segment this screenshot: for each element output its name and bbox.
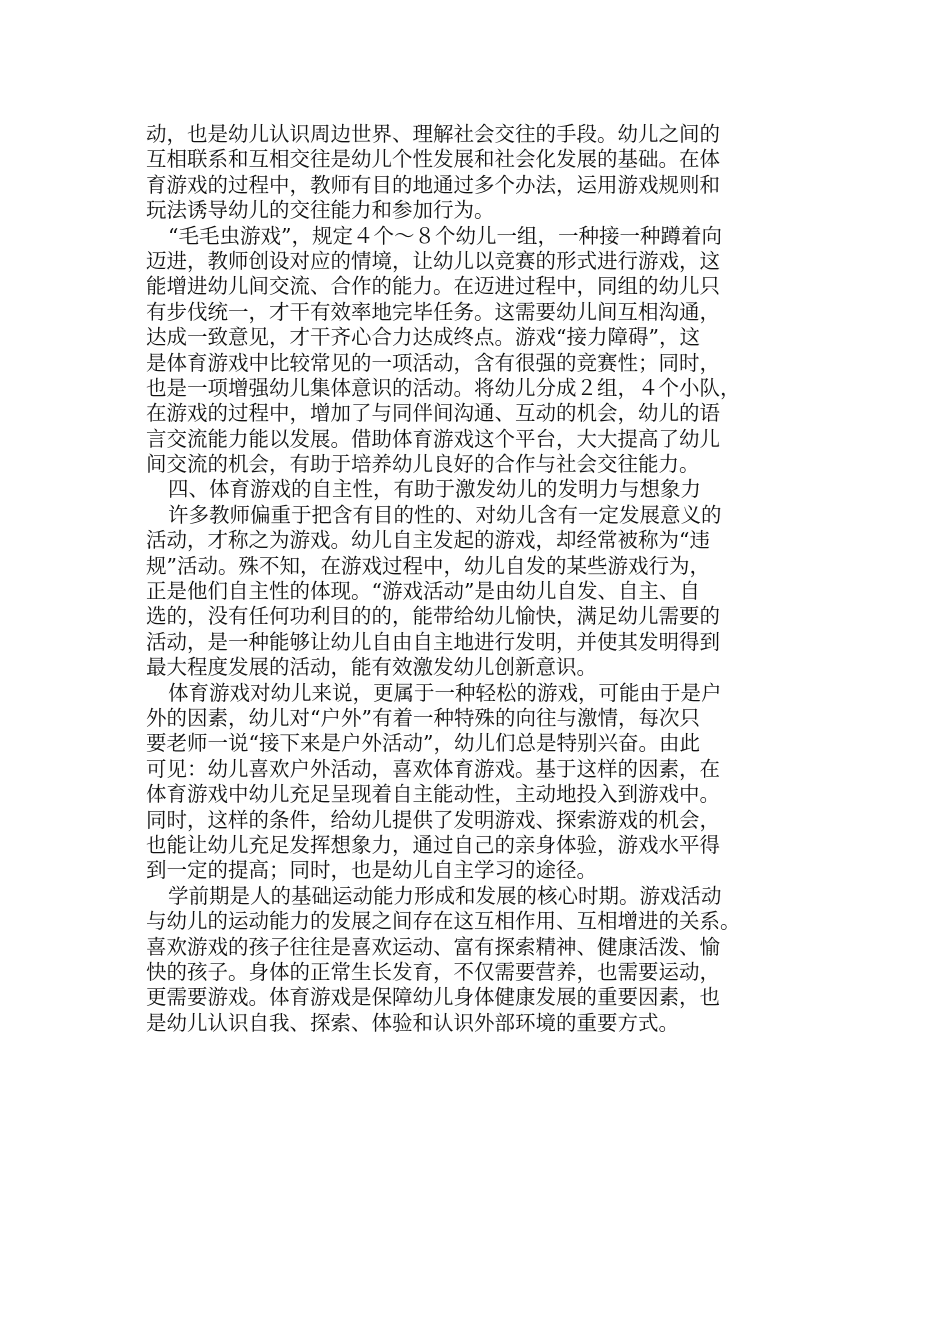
- text-line: 要老师一说“接下来是户外活动”，幼儿们总是特别兴奋。由此: [146, 731, 700, 756]
- text-line: 选的，没有任何功利目的的，能带给幼儿愉快，满足幼儿需要的: [146, 604, 720, 629]
- text-line: 言交流能力能以发展。借助体育游戏这个平台，大大提高了幼儿: [146, 426, 720, 451]
- document-body: [146, 122, 796, 1036]
- text-line: 互相联系和互相交往是幼儿个性发展和社会化发展的基础。在体: [146, 147, 720, 172]
- text-line: 也是一项增强幼儿集体意识的活动。将幼儿分成２组，４个小队，: [146, 375, 741, 400]
- text-line: 规”活动。殊不知，在游戏过程中，幼儿自发的某些游戏行为，: [146, 553, 710, 578]
- text-line: 育游戏的过程中，教师有目的地通过多个办法，运用游戏规则和: [146, 172, 720, 197]
- text-line: 间交流的机会，有助于培养幼儿良好的合作与社会交往能力。: [146, 452, 700, 477]
- text-line: 是幼儿认识自我、探索、体验和认识外部环境的重要方式。: [146, 1010, 679, 1035]
- text-line: 同时，这样的条件，给幼儿提供了发明游戏、探索游戏的机会，: [146, 807, 720, 832]
- text-line: 体育游戏中幼儿充足呈现着自主能动性，主动地投入到游戏中。: [146, 782, 720, 807]
- text-line: 快的孩子。身体的正常生长发育，不仅需要营养，也需要运动，: [146, 959, 720, 984]
- text-line: 外的因素，幼儿对“户外”有着一种特殊的向往与激情，每次只: [146, 705, 700, 730]
- text-line: 与幼儿的运动能力的发展之间存在这互相作用、互相增进的关系。: [146, 909, 741, 934]
- text-line: 四、体育游戏的自主性，有助于激发幼儿的发明力与想象力: [168, 477, 701, 502]
- text-line: 达成一致意见，才干齐心合力达成终点。游戏“接力障碍”，这: [146, 325, 700, 350]
- text-line: 是体育游戏中比较常见的一项活动，含有很强的竞赛性；同时，: [146, 350, 720, 375]
- text-line: “毛毛虫游戏”，规定４个～８个幼儿一组，一种接一种蹲着向: [168, 223, 722, 248]
- text-line: 活动，是一种能够让幼儿自由自主地进行发明，并使其发明得到: [146, 629, 720, 654]
- text-line: 有步伐统一，才干有效率地完毕任务。这需要幼儿间互相沟通，: [146, 299, 720, 324]
- text-line: 也能让幼儿充足发挥想象力，通过自己的亲身体验，游戏水平得: [146, 832, 720, 857]
- text-line: 可见：幼儿喜欢户外活动，喜欢体育游戏。基于这样的因素，在: [146, 756, 720, 781]
- text-line: 到一定的提高；同时，也是幼儿自主学习的途径。: [146, 858, 597, 883]
- text-line: 体育游戏对幼儿来说，更属于一种轻松的游戏，可能由于是户: [168, 680, 722, 705]
- text-line: 能增进幼儿间交流、合作的能力。在迈进过程中，同组的幼儿只: [146, 274, 720, 299]
- text-line: 更需要游戏。体育游戏是保障幼儿身体健康发展的重要因素，也: [146, 985, 720, 1010]
- text-line: 在游戏的过程中，增加了与同伴间沟通、互动的机会，幼儿的语: [146, 401, 720, 426]
- text-line: 玩法诱导幼儿的交往能力和参加行为。: [146, 198, 495, 223]
- text-line: 正是他们自主性的体现。“游戏活动”是由幼儿自发、自主、自: [146, 579, 700, 604]
- text-line: 学前期是人的基础运动能力形成和发展的核心时期。游戏活动: [168, 883, 722, 908]
- text-line: 最大程度发展的活动，能有效激发幼儿创新意识。: [146, 655, 597, 680]
- text-line: 动，也是幼儿认识周边世界、理解社会交往的手段。幼儿之间的: [146, 122, 720, 146]
- text-line: 活动，才称之为游戏。幼儿自主发起的游戏，却经常被称为“违: [146, 528, 710, 553]
- text-line: 喜欢游戏的孩子往往是喜欢运动、富有探索精神、健康活泼、愉: [146, 934, 720, 959]
- text-line: 迈进，教师创设对应的情境，让幼儿以竞赛的形式进行游戏，这: [146, 248, 720, 273]
- text-line: 许多教师偏重于把含有目的性的、对幼儿含有一定发展意义的: [168, 502, 722, 527]
